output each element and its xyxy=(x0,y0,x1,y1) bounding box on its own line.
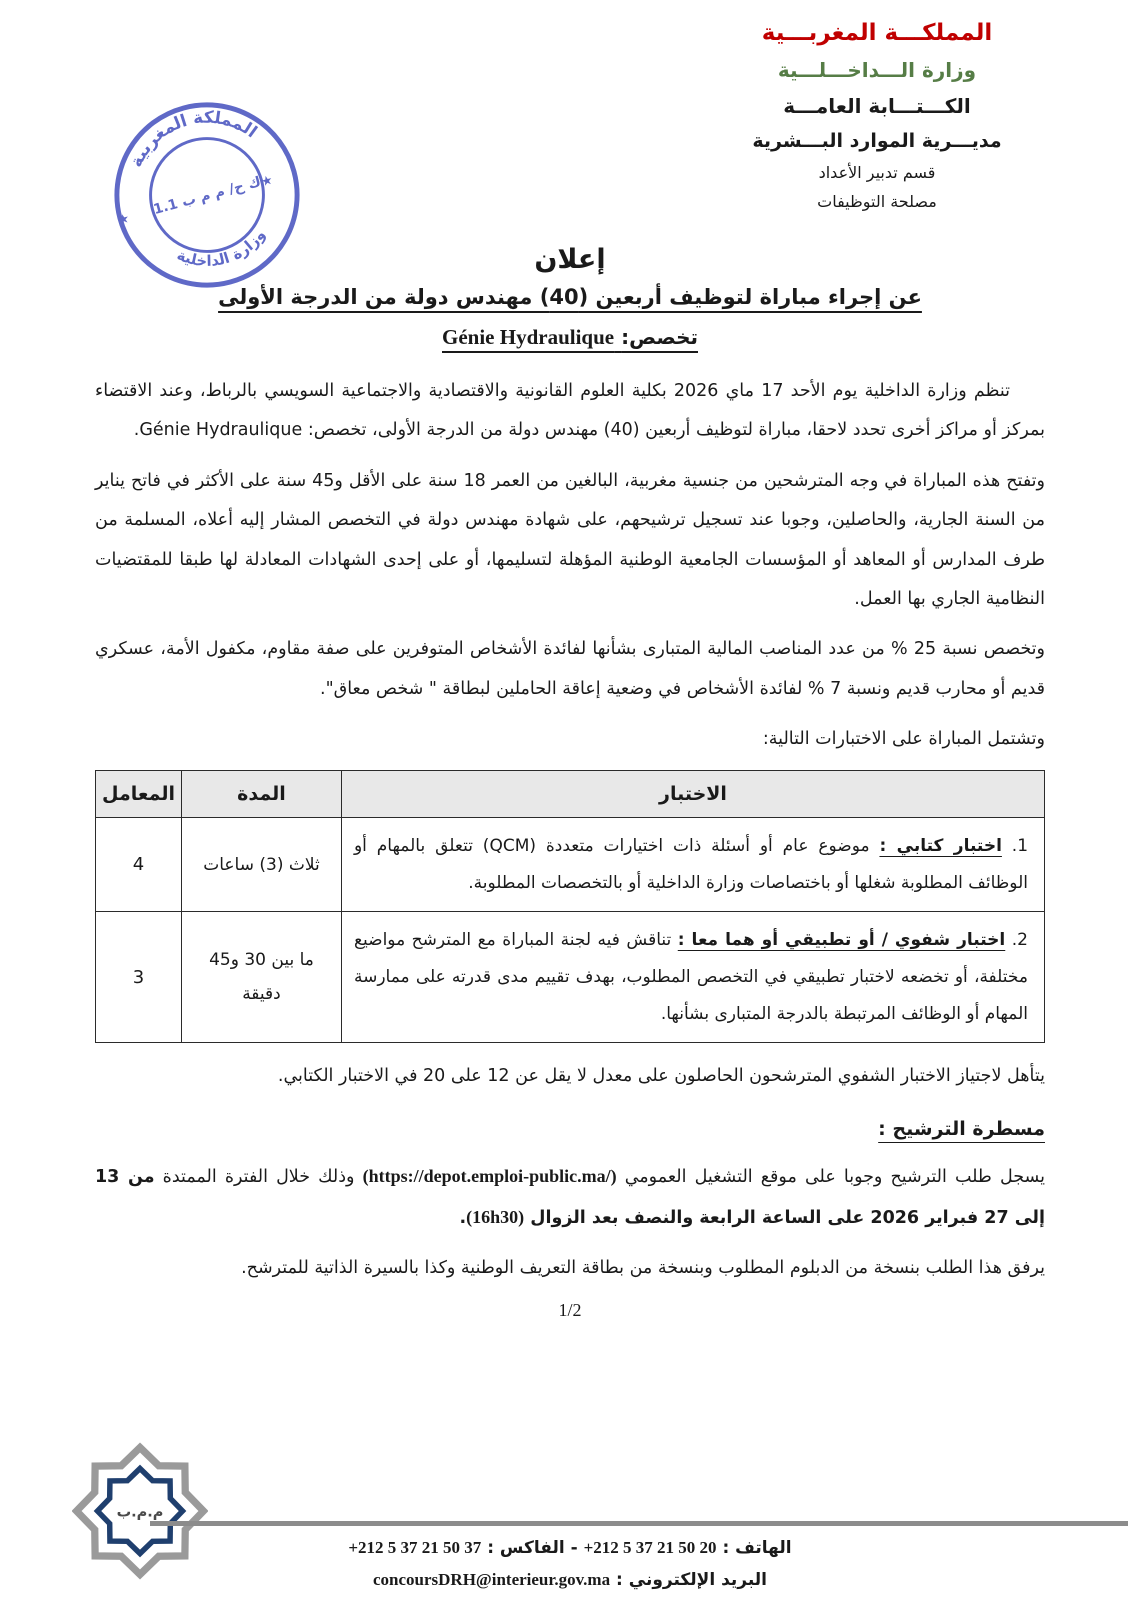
government-header xyxy=(662,14,1092,216)
procedure-section-heading: مسطرة الترشيح : xyxy=(878,1117,1045,1140)
tests-intro-line: وتشتمل المباراة على الاختبارات التالية: xyxy=(762,729,1045,749)
announcement-heading: إعلان xyxy=(534,244,606,275)
col-header-coefficient: المعامل xyxy=(96,771,182,818)
quota-paragraph: وتخصص نسبة 25 % من عدد المناصب المالية المتبارى بشأنها لفائدة الأشخاص المتوفرين على صفة مقاوم، مكفول الأمة، عسكري قديم أو محارب قديم ونسبة 7 % لفائدة الأشخاص في وضعية إعاقة الحاملين لبطاقة " شخص معاق". xyxy=(95,639,1045,699)
exams-table-header-row xyxy=(96,771,1045,818)
email-address: concoursDRH@interieur.gov.ma xyxy=(372,1570,611,1589)
stamp-center-text: ك ح/ م م ب 1.1 xyxy=(151,173,263,218)
oral-test-duration: ما بين 30 و45 دقيقة xyxy=(181,912,341,1043)
specialty-label: تخصص: xyxy=(621,325,698,349)
phone-label: الهاتف : xyxy=(716,1538,792,1558)
qualification-line: يتأهل لاجتياز الاختبار الشفوي المترشحون الحاصلون على معدل لا يقل عن 12 على 20 في الاختبار الكتابي. xyxy=(277,1066,1045,1087)
intro-paragraph: تنظم وزارة الداخلية يوم الأحد 17 ماي 2026 بكلية العلوم القانونية والاقتصادية والاجتماعية السويسي بالرباط، وعند الاقتضاء بمركز أو مراكز أخرى تحدد لاحقا، مباراة لتوظيف أربعين (40) مهندس دولة من الدرجة الأولى، تخصص: Génie Hydraulique. xyxy=(95,381,1045,441)
fax-label: الفاكس : xyxy=(481,1538,565,1558)
stamp-star-left-icon: ★ xyxy=(116,211,132,229)
logo-initials: م.م.ب xyxy=(116,1504,164,1521)
email-label: البريد الإلكتروني : xyxy=(610,1570,768,1590)
oral-test-description: 2. اختبار شفوي / أو تطبيقي أو هما معا : تناقش فيه لجنة المباراة مع المترشح مواضيع مختلفة، أو تخضعه لاختبار تطبيقي في التخصص المطلوب، بهدف تقييم مدى قدرته على ممارسة المهام أو الوظائف المرتبطة بالدرجة المتبارى بشأنها. xyxy=(341,912,1044,1043)
exams-table xyxy=(95,770,1045,1043)
secretariat-title: الكـــتـــابة العامـــة xyxy=(783,94,971,118)
directorate-title: مديـــرية الموارد البـــشرية xyxy=(752,130,1002,152)
specialty-line xyxy=(95,325,1045,350)
stamp-star-right-icon: ★ xyxy=(259,172,275,191)
page-number: 1/2 xyxy=(558,1299,582,1320)
written-test-duration: ثلاث (3) ساعات xyxy=(181,818,341,912)
ministry-title: وزارة الـــداخـــلـــية xyxy=(777,58,977,82)
stamp-bottom-text: وزارة الداخلية xyxy=(174,226,269,271)
oral-test-coefficient: 3 xyxy=(96,912,182,1043)
stamp-top-text: المملكة المغربية xyxy=(125,106,262,170)
footer-contacts xyxy=(0,1532,1140,1596)
attachment-paragraph: يرفق هذا الطلب بنسخة من الدبلوم المطلوب وبنسخة من بطاقة التعريف الوطنية وكذا بالسيرة الذاتية للمترشح. xyxy=(241,1258,1045,1279)
kingdom-title: المملكـــة المغربـــية xyxy=(761,20,993,46)
registration-url: (https://depot.emploi-public.ma/) xyxy=(362,1165,617,1186)
competition-title: عن إجراء مباراة لتوظيف أربعين (40) مهندس دولة من الدرجة الأولى xyxy=(218,285,922,309)
deadline-time: (16h30) xyxy=(466,1206,525,1227)
written-test-description: 1. اختبار كتابي : موضوع عام أو أسئلة ذات اختيارات متعددة (QCM) تتعلق بالمهام أو الوظائف المطلوبة شغلها أو باختصاصات وزارة الداخلية أو بالتخصصات المطلوبة. xyxy=(341,818,1044,912)
written-test-coefficient: 4 xyxy=(96,818,182,912)
division-title: قسم تدبير الأعداد xyxy=(818,163,936,182)
specialty-value: Génie Hydraulique xyxy=(442,325,615,349)
col-header-test: الاختبار xyxy=(341,771,1044,818)
footer-divider xyxy=(150,1521,1128,1526)
phone-fax-line: الهاتف : +212 5 37 21 50 20 - الفاكس : +212 5 37 21 50 37 xyxy=(348,1538,792,1558)
table-row-written-test xyxy=(96,818,1045,912)
registration-paragraph: يسجل طلب الترشيح وجوبا على موقع التشغيل العمومي (https://depot.emploi-public.ma/) وذلك خلال الفترة الممتدة من 13 إلى 27 فبراير 2026 على الساعة الرابعة والنصف بعد الزوال (16h30). xyxy=(95,1165,1045,1228)
phone-number: +212 5 37 21 50 20 xyxy=(583,1538,717,1557)
fax-number: +212 5 37 21 50 37 xyxy=(348,1538,482,1557)
service-title: مصلحة التوظيفات xyxy=(817,192,937,211)
email-line xyxy=(0,1564,1140,1596)
col-header-duration: المدة xyxy=(181,771,341,818)
eligibility-paragraph: وتفتح هذه المباراة في وجه المترشحين من جنسية مغربية، البالغين من العمر 18 سنة على الأقل و45 سنة على الأكثر في فاتح يناير من السنة الجارية، والحاصلين، وجوبا عند تسجيل ترشيحهم، على شهادة مهندس دولة في التخصص المشار إليه أعلاه، المسلمة من طرف المدارس أو المعاهد أو المؤسسات الجامعية الوطنية المؤهلة لتسليمها، أو على إحدى الشهادات المعادلة لها طبقا للمقتضيات النظامية الجاري بها العمل. xyxy=(95,470,1046,609)
table-row-oral-test xyxy=(96,912,1045,1043)
